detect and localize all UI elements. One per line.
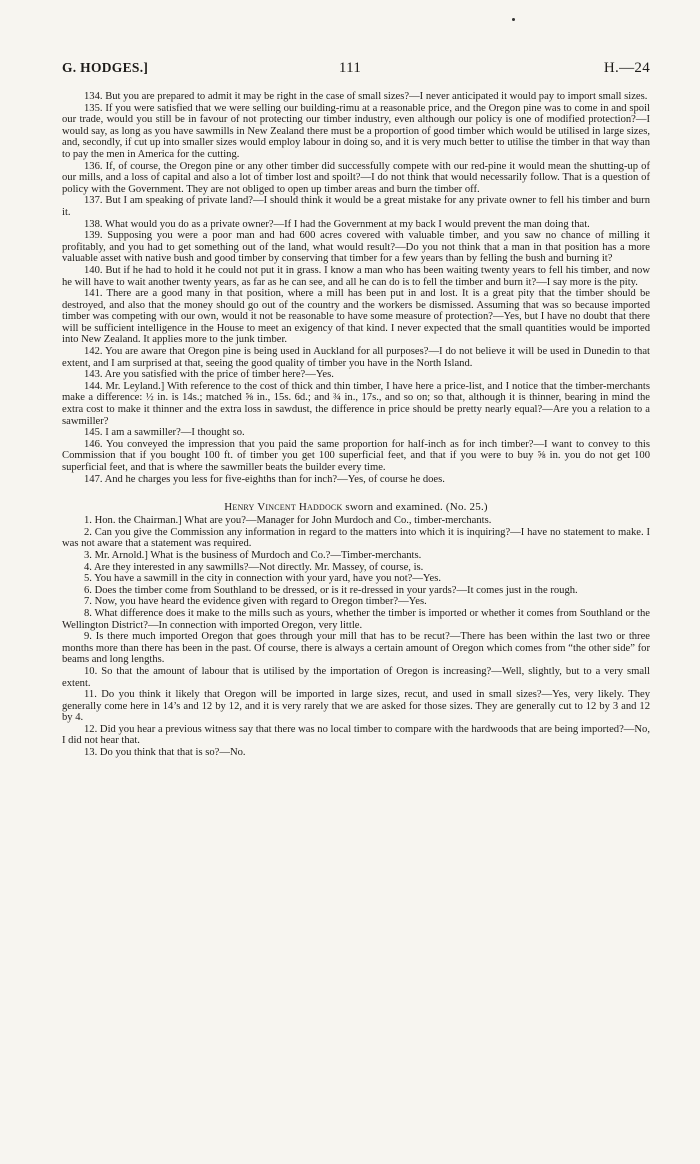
witness-heading	[62, 501, 650, 513]
paragraph: 12. Did you hear a previous witness say that there was no local timber to compare with the hardwoods that are being imported?—No, I did not hear that.	[62, 723, 650, 747]
paragraph: 141. There are a good many in that position, where a mill has been put in and lost. It is a great pity that the timber should be destroyed, and also that the money should go out of the country and the workers be dismissed. Assuming that was so because imported timber was competing with our own, would it not be reasonable to have some measure of protection?—Yes, but I have no doubt that there will be sufficient intelligence in the House to meet an exigency of that kind. I never expected that the small quantities would be imported into New Zealand. It applies more to the junk timber.	[62, 288, 650, 346]
paragraph: 144. Mr. Leyland.] With reference to the cost of thick and thin timber, I have here a price-list, and I notice that the timber-merchants make a difference: ½ in. is 14s.; matched ⅝ in., 15s. 6d.; and ¾ in., 17s., and so on; so that, although it is thinner, bearing in mind the extra cost to make it thinner and the extra loss in sawdust, the difference in price should be pretty nearly equal?—Are you a relation to a sawmiller?	[62, 380, 650, 427]
paragraph: 136. If, of course, the Oregon pine or any other timber did successfully compete with our red-pine it would mean the shutting-up of our mills, and a loss of capital and also a lot of timber lost and spoilt?—I do not think that would necessarily follow. That is a question of policy with the Government. They are not obliged to open up timber areas and burn the timber off.	[62, 160, 650, 195]
page-header	[62, 60, 650, 77]
paragraph: 7. Now, you have heard the evidence given with regard to Oregon timber?—Yes.	[84, 596, 427, 608]
paragraph: 143. Are you satisfied with the price of timber here?—Yes.	[84, 369, 334, 381]
paragraph: 138. What would you do as a private owner?—If I had the Government at my back I would prevent the man doing that.	[84, 218, 590, 230]
paragraph: 1. Hon. the Chairman.] What are you?—Manager for John Murdoch and Co., timber-merchants.	[84, 515, 492, 527]
paragraph: 8. What difference does it make to the mills such as yours, whether the timber is imported or whether it comes from Southland or the Wellington District?—In connection with imported Oregon, very little.	[62, 607, 650, 631]
paragraph: 2. Can you give the Commission any information in regard to the matters into which it is inquiring?—I have no statement to make. I was not aware that a statement was required.	[62, 526, 650, 550]
paragraph: 140. But if he had to hold it he could not put it in grass. I know a man who has been waiting twenty years to fell his timber, and now he will have to wait another twenty years, as far as he can see, and all he can do is to fell the timber and burn it?—I say more is the pity.	[62, 264, 650, 288]
paper-reference: H.—24	[603, 60, 650, 76]
paragraph: 10. So that the amount of labour that is utilised by the importation of Oregon is increasing?—Well, slightly, but to a very small extent.	[62, 665, 650, 689]
evidence-section-2	[62, 515, 650, 758]
paragraph: 145. I am a sawmiller?—I thought so.	[84, 427, 245, 439]
paragraph: 135. If you were satisfied that we were selling our building-rimu at a reasonable price, and the Oregon pine was to come in and spoil our trade, would you still be in favour of not protecting our timber industry, even although our policy is one of modified protection?—I would say, as long as you have sawmills in New Zealand there must be a proportion of good timber which would be utilised in large sizes, and, secondly, if cut up into smaller sizes would employ labour in doing so, and it is very much better to utilise the timber in that way than to pay the men in America for the cutting.	[62, 102, 650, 160]
paragraph: 9. Is there much imported Oregon that goes through your mill that has to be recut?—There has been within the last two or three months more than there has been in the past. Of course, there is always a certain amount of Oregon which comes from “the other side” for beams and long lengths.	[62, 631, 650, 666]
paragraph: 134. But you are prepared to admit it may be right in the case of small sizes?—I never anticipated it would pay to import small sizes.	[84, 91, 648, 102]
witness-heading-rest: sworn and examined. (No. 25.)	[345, 501, 488, 514]
paragraph: 137. But I am speaking of private land?—I should think it would be a great mistake for any private owner to fell his timber and burn it.	[62, 195, 650, 218]
paragraph: 139. Supposing you were a poor man and had 600 acres covered with valuable timber, and you saw no chance of milling it profitably, and you had to get something out of the land, what would result?—Do you not think that a man in that position has a more valuable asset with native bush and good timber by conserving that timber for a few years than by felling the bush and burning it?	[62, 230, 650, 265]
evidence-section-1	[62, 91, 650, 485]
header-witness-name: G. HODGES.]	[62, 60, 149, 75]
paragraph: 146. You conveyed the impression that you paid the same proportion for half-inch as for inch timber?—I want to convey to this Commission that if you bought 100 ft. of timber you get 100 superficial feet, and that if you were to buy ⅝ in. you do not get 100 superficial feet, and that is where the sawmiller beats the builder every time.	[62, 438, 650, 473]
paragraph: 4. Are they interested in any sawmills?—Not directly. Mr. Massey, of course, is.	[84, 561, 424, 573]
page-mark	[512, 18, 515, 21]
paragraph: 147. And he charges you less for five-eighths than for inch?—Yes, of course he does.	[84, 473, 445, 485]
page-number: 111	[338, 60, 362, 76]
paragraph: 5. You have a sawmill in the city in connection with your yard, have you not?—Yes.	[84, 573, 441, 585]
paragraph: 13. Do you think that that is so?—No.	[84, 747, 246, 759]
witness-name: Henry Vincent Haddock	[224, 501, 343, 514]
paragraph: 142. You are aware that Oregon pine is being used in Auckland for all purposes?—I do not believe it will be used in Dunedin to that extent, and I am surprised at that, seeing the good quality of timber you have in the North Island.	[62, 346, 650, 369]
paragraph: 6. Does the timber come from Southland to be dressed, or is it re-dressed in your yards?—It comes just in the rough.	[84, 584, 578, 596]
paragraph: 3. Mr. Arnold.] What is the business of Murdoch and Co.?—Timber-merchants.	[84, 549, 422, 561]
paragraph: 11. Do you think it likely that Oregon will be imported in large sizes, recut, and used in small sizes?—Yes, very likely. They generally come here in 14’s and 12 by 12, and it is very rarely that we are asked for those sizes. They are generally cut to 12 by 3 and 12 by 4.	[62, 689, 650, 724]
